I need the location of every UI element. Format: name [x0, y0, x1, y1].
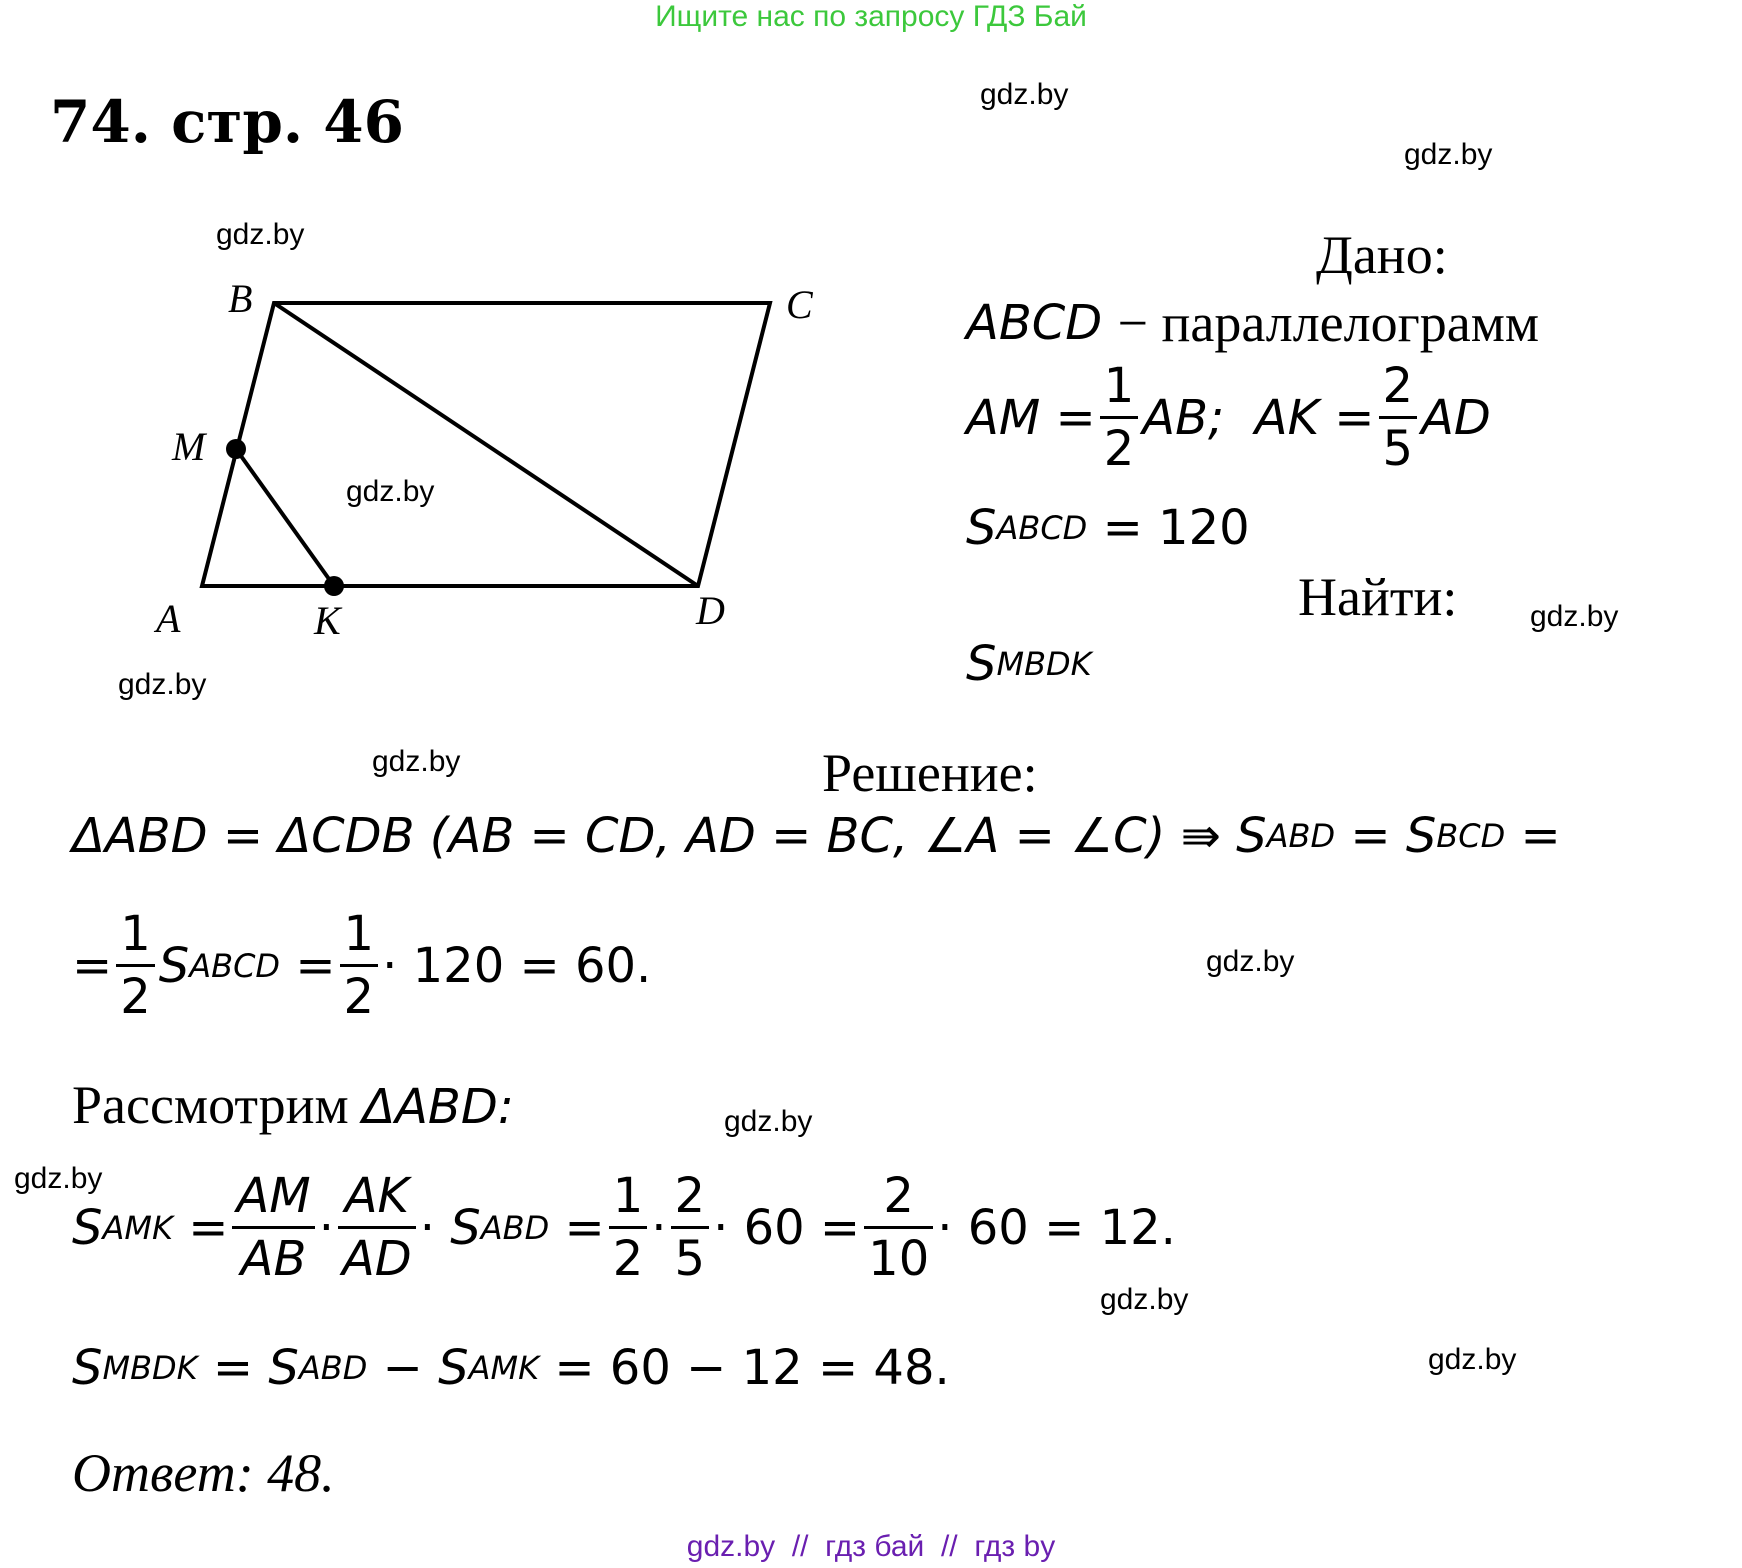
- solution-line-samk: S AMK = $\frac{AM}{AB}$ · $\frac{AK}{AD}$ · S ABD = $\frac{1}{2}$ · $\frac{2}{5}$ · 60 = $\frac{2}{10}$ · 60 = 12.: [72, 1168, 1176, 1287]
- label-m: M: [172, 424, 206, 469]
- segment-mk: [236, 449, 334, 586]
- parallelogram-figure: [150, 270, 830, 650]
- watermark: gdz.by: [14, 1162, 103, 1195]
- answer: Ответ: 48.: [72, 1443, 335, 1503]
- label-b: B: [228, 276, 253, 321]
- given-line-area: S ABCD = 120: [966, 500, 1250, 556]
- point-k: [324, 576, 344, 596]
- label-d: D: [696, 588, 725, 633]
- watermark: gdz.by: [1404, 138, 1493, 171]
- solution-heading: Решение:: [822, 743, 1038, 803]
- given-heading: Дано:: [1316, 225, 1448, 285]
- label-a: A: [156, 596, 181, 641]
- given-line-parallelogram: ABCD − параллелограмм: [966, 293, 1540, 353]
- watermark: gdz.by: [216, 218, 305, 251]
- label-c: C: [786, 282, 813, 327]
- solution-line-2: = $\frac{1}{2}$ S ABCD = $\frac{1}{2}$ · 120 = 60.: [72, 906, 652, 1025]
- watermark: gdz.by: [980, 78, 1069, 111]
- point-m: [226, 439, 246, 459]
- watermark: gdz.by: [1206, 945, 1295, 978]
- find-value: S MBDK: [966, 636, 1092, 692]
- solution-line-smbdk: S MBDK = S ABD − S AMK = 60 − 12 = 48.: [72, 1340, 950, 1396]
- footer-links: gdz.by // гдз бай // гдз by: [686, 1530, 1056, 1563]
- consider-line: Рассмотрим ΔABD:: [72, 1075, 514, 1135]
- page-title: 74. стр. 46: [50, 88, 405, 156]
- diagonal-bd: [274, 303, 698, 586]
- watermark: gdz.by: [1100, 1283, 1189, 1316]
- watermark: gdz.by: [372, 745, 461, 778]
- watermark: gdz.by: [118, 668, 207, 701]
- watermark: gdz.by: [1428, 1343, 1517, 1376]
- label-k: K: [314, 598, 341, 643]
- watermark: gdz.by: [724, 1105, 813, 1138]
- given-line-ratios: AM = $\frac{1}{2}$ AB; AK = $\frac{2}{5}$ AD: [966, 358, 1491, 477]
- watermark: gdz.by: [346, 475, 435, 508]
- solution-line-1: ΔABD = ΔCDB (AB = CD, AD = BC, ∠A = ∠C) ⇛ S ABD = S BCD =: [72, 808, 1561, 864]
- watermark: gdz.by: [1530, 600, 1619, 633]
- find-heading: Найти:: [1298, 567, 1458, 627]
- search-banner: Ищите нас по запросу ГДЗ Бай: [655, 0, 1087, 33]
